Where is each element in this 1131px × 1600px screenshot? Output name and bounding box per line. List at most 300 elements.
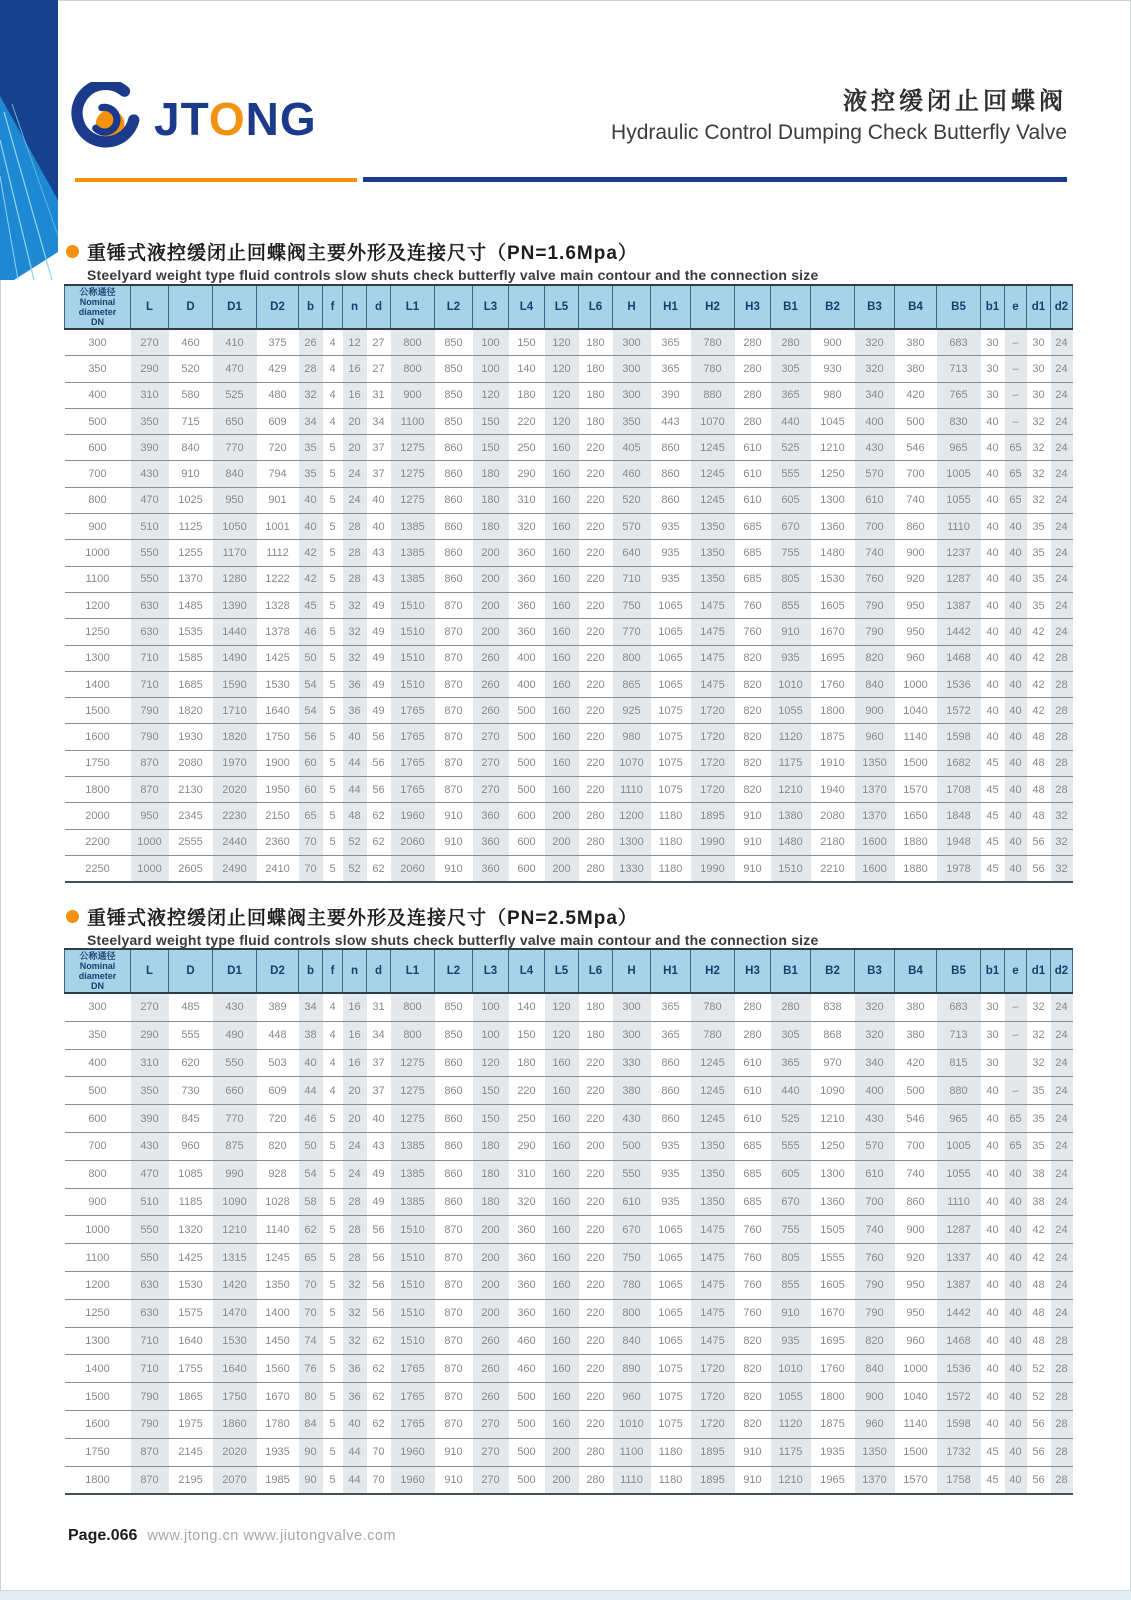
table-cell: 40 [1005, 1271, 1027, 1299]
table-cell: 40 [1005, 1216, 1027, 1244]
table-cell: 1175 [771, 750, 811, 776]
table-cell: 220 [509, 1077, 545, 1105]
table-cell: 1000 [131, 829, 169, 855]
table-cell: 935 [651, 1160, 691, 1188]
table-cell: 120 [545, 408, 579, 434]
table-cell: 280 [735, 408, 771, 434]
table-cell: 713 [937, 356, 981, 382]
table-cell: 1468 [937, 1327, 981, 1355]
table-cell: 1720 [691, 1355, 735, 1383]
table-cell: 5 [323, 1299, 343, 1327]
table-cell: 1070 [691, 408, 735, 434]
table-cell: 360 [509, 1244, 545, 1272]
table-cell: 220 [579, 461, 613, 487]
table-cell: 24 [343, 1160, 367, 1188]
table-cell: 928 [257, 1160, 299, 1188]
table-cell: 180 [509, 382, 545, 408]
table-cell: 5 [323, 1188, 343, 1216]
table-cell: 2080 [811, 803, 855, 829]
table-row [65, 1271, 1073, 1299]
table-cell: 200 [545, 1438, 579, 1466]
table-cell: 1385 [391, 566, 435, 592]
table-cell: 2000 [65, 803, 131, 829]
table-cell: 30 [1027, 382, 1051, 408]
table-cell: 630 [131, 1299, 169, 1327]
table-cell: 5 [323, 1355, 343, 1383]
table-cell: 5 [323, 803, 343, 829]
table-row [65, 803, 1073, 829]
corner-decoration [0, 0, 58, 280]
table-cell: 546 [895, 1105, 937, 1133]
table-cell: 610 [855, 487, 895, 513]
header-row [65, 949, 1073, 993]
table-cell: 865 [613, 671, 651, 697]
table-cell: 5 [323, 566, 343, 592]
table-cell: 40 [981, 1077, 1005, 1105]
table-cell: 870 [435, 1383, 473, 1411]
table-cell: 24 [1051, 1244, 1073, 1272]
table-cell: 860 [651, 461, 691, 487]
table-cell: 1685 [169, 671, 213, 697]
column-header-b: b [299, 285, 323, 329]
table-cell: 901 [257, 487, 299, 513]
table-cell: 220 [579, 1160, 613, 1188]
table-cell: 1180 [651, 1438, 691, 1466]
column-header-H3: H3 [735, 949, 771, 993]
table-cell: 935 [651, 1188, 691, 1216]
table-cell: 610 [735, 1077, 771, 1105]
table-cell: 1895 [691, 1438, 735, 1466]
table-cell: 1720 [691, 1383, 735, 1411]
column-header-L2: L2 [435, 285, 473, 329]
table-cell: 1950 [257, 777, 299, 803]
table-cell: 640 [613, 540, 651, 566]
table-cell: 2440 [213, 829, 257, 855]
table-cell: 270 [473, 1466, 509, 1494]
table-cell: 860 [651, 1105, 691, 1133]
table-cell: 260 [473, 1383, 509, 1411]
table-cell: 42 [299, 566, 323, 592]
table-cell: 360 [473, 829, 509, 855]
table-cell: 1287 [937, 1216, 981, 1244]
table-cell: 900 [855, 1383, 895, 1411]
table-cell: 440 [771, 408, 811, 434]
table-cell: 1005 [937, 1132, 981, 1160]
table-cell: 45 [299, 592, 323, 618]
table-cell: 1765 [391, 698, 435, 724]
table-cell: 1720 [691, 1410, 735, 1438]
table-cell: 220 [579, 724, 613, 750]
table-cell: 790 [131, 1410, 169, 1438]
table-cell: 36 [343, 1355, 367, 1383]
table-cell: 1485 [169, 592, 213, 618]
table-cell: 1222 [257, 566, 299, 592]
table-cell: 4 [323, 408, 343, 434]
table-cell: 1370 [855, 777, 895, 803]
logo-wordmark [154, 84, 317, 154]
table-cell: 1755 [169, 1355, 213, 1383]
table-cell: 5 [323, 1160, 343, 1188]
table-cell: 300 [613, 329, 651, 356]
table-cell: 910 [771, 1299, 811, 1327]
table-cell: 300 [65, 329, 131, 356]
table-cell: 1780 [257, 1410, 299, 1438]
table-cell: 1100 [613, 1438, 651, 1466]
table-cell: 350 [131, 1077, 169, 1105]
table-cell: 710 [131, 1355, 169, 1383]
table-cell: 40 [1005, 645, 1027, 671]
table-cell: 580 [169, 382, 213, 408]
table-cell: 56 [367, 1271, 391, 1299]
table-cell: 320 [509, 514, 545, 540]
table-cell: 360 [509, 1271, 545, 1299]
table-row [65, 435, 1073, 461]
table-cell: 220 [579, 750, 613, 776]
table-cell: 56 [1027, 1438, 1051, 1466]
table-cell: 1442 [937, 619, 981, 645]
table-cell: 160 [545, 777, 579, 803]
table-cell: – [1005, 408, 1027, 434]
table-cell: 710 [131, 671, 169, 697]
table-cell: 900 [811, 329, 855, 356]
table-cell: 40 [981, 592, 1005, 618]
header-divider [75, 177, 1067, 182]
section-title-pn25 [66, 903, 1067, 948]
table-cell: 5 [323, 619, 343, 645]
table-cell: 965 [937, 435, 981, 461]
table-cell: 1175 [771, 1438, 811, 1466]
table-cell: 220 [579, 514, 613, 540]
column-header-d: d [367, 949, 391, 993]
table-cell: 305 [771, 356, 811, 382]
table-cell: 670 [771, 1188, 811, 1216]
table-cell: 500 [895, 408, 937, 434]
table-cell: 49 [367, 619, 391, 645]
table-cell: 28 [1051, 671, 1073, 697]
table-cell: 470 [213, 356, 257, 382]
table-cell: 1720 [691, 698, 735, 724]
table-cell: 65 [1005, 435, 1027, 461]
table-cell: 1185 [169, 1188, 213, 1216]
table-cell: 460 [613, 461, 651, 487]
table-cell: – [1005, 356, 1027, 382]
table-cell: 860 [895, 1188, 937, 1216]
section-title-chinese: 重锤式液控缓闭止回蝶阀主要外形及连接尺寸（PN=1.6Mpa） [87, 243, 638, 264]
table-cell: 820 [735, 645, 771, 671]
table-cell: 40 [981, 698, 1005, 724]
table-cell: 360 [509, 540, 545, 566]
table-cell: 4 [323, 1077, 343, 1105]
table-cell: 800 [613, 1299, 651, 1327]
table-cell: 910 [435, 1438, 473, 1466]
table-cell: 2195 [169, 1466, 213, 1494]
table-cell: 4 [323, 993, 343, 1021]
table-cell: 1275 [391, 435, 435, 461]
table-cell: 49 [367, 698, 391, 724]
table-cell: 200 [473, 619, 509, 645]
table-cell: 42 [1027, 698, 1051, 724]
table-cell: 1000 [895, 671, 937, 697]
table-cell: 950 [213, 487, 257, 513]
table-cell: 790 [855, 592, 895, 618]
table-cell: 220 [579, 1188, 613, 1216]
table-cell: 300 [613, 356, 651, 382]
table-cell: 1935 [811, 1438, 855, 1466]
column-header-D: D [169, 285, 213, 329]
table-cell: 720 [257, 1105, 299, 1133]
table-cell: 150 [473, 1105, 509, 1133]
column-header-B4: B4 [895, 949, 937, 993]
table-cell: 1210 [811, 1105, 855, 1133]
column-header-B4: B4 [895, 285, 937, 329]
table-cell: 180 [473, 514, 509, 540]
table-cell: 50 [299, 645, 323, 671]
table-cell: 1575 [169, 1299, 213, 1327]
table-cell: 500 [895, 1077, 937, 1105]
table-cell: 27 [367, 329, 391, 356]
table-cell: 49 [367, 671, 391, 697]
table-cell: 32 [343, 1271, 367, 1299]
table-cell: 40 [1005, 671, 1027, 697]
table-cell: 820 [257, 1132, 299, 1160]
table-cell: 40 [1005, 1410, 1027, 1438]
table-cell: 5 [323, 1438, 343, 1466]
jtong-swirl-icon [70, 82, 144, 156]
table-cell: 1350 [691, 1160, 735, 1188]
table-cell: 160 [545, 1160, 579, 1188]
table-cell: 140 [509, 993, 545, 1021]
table-cell: 500 [509, 777, 545, 803]
table-cell: 160 [545, 461, 579, 487]
table-cell: 56 [299, 724, 323, 750]
table-cell: 1970 [213, 750, 257, 776]
table-cell: 34 [367, 1021, 391, 1049]
table-cell: 1000 [65, 540, 131, 566]
table-cell: 460 [169, 329, 213, 356]
table-cell: 37 [367, 461, 391, 487]
table-cell: 250 [509, 1105, 545, 1133]
table-cell: 910 [435, 803, 473, 829]
table-cell: 950 [895, 592, 937, 618]
table-cell: 1480 [771, 829, 811, 855]
table-cell: 1040 [895, 1383, 937, 1411]
table-cell: 31 [367, 993, 391, 1021]
table-cell: 610 [735, 1049, 771, 1077]
table-cell: 160 [545, 698, 579, 724]
table-cell: 180 [473, 1188, 509, 1216]
table-cell: 1985 [257, 1466, 299, 1494]
table-cell: 37 [367, 1077, 391, 1105]
table-cell: 160 [545, 1244, 579, 1272]
table-cell: 950 [131, 803, 169, 829]
table-cell: 960 [895, 645, 937, 671]
page-number: Page.066 [68, 1527, 138, 1544]
table-cell: 200 [473, 1244, 509, 1272]
table-cell: 48 [1027, 777, 1051, 803]
table-cell: 28 [343, 1244, 367, 1272]
table-cell: 760 [735, 1299, 771, 1327]
table-cell: 1350 [855, 1438, 895, 1466]
table-cell: 1210 [213, 1216, 257, 1244]
table-cell: 1800 [65, 777, 131, 803]
column-header-b1: b1 [981, 285, 1005, 329]
table-cell: 1510 [391, 1327, 435, 1355]
bullet-icon [66, 245, 79, 258]
table-cell: 40 [981, 514, 1005, 540]
table-cell: 40 [1005, 1160, 1027, 1188]
table-cell: 5 [323, 855, 343, 882]
table-cell: 65 [1005, 1105, 1027, 1133]
table-cell: 1045 [811, 408, 855, 434]
table-cell: 65 [1005, 487, 1027, 513]
table-cell: 270 [473, 724, 509, 750]
column-header-B2: B2 [811, 949, 855, 993]
table-cell: 850 [435, 382, 473, 408]
table-cell: 1860 [213, 1410, 257, 1438]
table-cell: 380 [613, 1077, 651, 1105]
table-cell: 1865 [169, 1383, 213, 1411]
table-cell: 180 [473, 487, 509, 513]
table-cell: 1650 [895, 803, 937, 829]
table-cell: 150 [473, 435, 509, 461]
table-cell: 220 [579, 1410, 613, 1438]
section-title-chinese: 重锤式液控缓闭止回蝶阀主要外形及连接尺寸（PN=2.5Mpa） [87, 908, 638, 929]
table-cell: 790 [131, 1383, 169, 1411]
column-header-H: H [613, 285, 651, 329]
table-cell: 1695 [811, 1327, 855, 1355]
table-cell: 1275 [391, 1105, 435, 1133]
table-row [65, 1410, 1073, 1438]
column-header-L5: L5 [545, 285, 579, 329]
table-cell: 1640 [257, 698, 299, 724]
table-cell: 290 [509, 461, 545, 487]
table-cell: 32 [1027, 408, 1051, 434]
table-cell: 30 [981, 382, 1005, 408]
table-cell: 24 [1051, 1271, 1073, 1299]
table-cell: 960 [895, 1327, 937, 1355]
table-cell: 1350 [691, 566, 735, 592]
table-cell: 160 [545, 435, 579, 461]
table-cell: 5 [323, 1271, 343, 1299]
table-cell: 200 [473, 1271, 509, 1299]
table-cell: 805 [771, 566, 811, 592]
table-cell: 790 [855, 1271, 895, 1299]
table-cell: 965 [937, 1105, 981, 1133]
table-cell: 1055 [771, 698, 811, 724]
table-cell: 1800 [811, 698, 855, 724]
table-cell: 1510 [391, 1271, 435, 1299]
table-row [65, 1077, 1073, 1105]
table-cell: 220 [579, 435, 613, 461]
table-cell: 1475 [691, 1244, 735, 1272]
table-cell: 34 [299, 993, 323, 1021]
table-cell: 60 [299, 750, 323, 776]
table-cell: 180 [579, 382, 613, 408]
table-cell: 800 [65, 1160, 131, 1188]
table-cell: 500 [613, 1132, 651, 1160]
table-cell: 760 [735, 619, 771, 645]
table-cell: 220 [579, 1105, 613, 1133]
table-cell: 1028 [257, 1188, 299, 1216]
table-cell: 70 [299, 1271, 323, 1299]
table-cell: 1468 [937, 645, 981, 671]
table-row [65, 356, 1073, 382]
table-row [65, 1355, 1073, 1383]
table-cell: 160 [545, 645, 579, 671]
dimension-table-pn25 [64, 948, 1073, 1495]
table-cell: 1245 [691, 487, 735, 513]
column-header-L1: L1 [391, 285, 435, 329]
table-cell: 40 [343, 724, 367, 750]
table-cell: 40 [981, 1327, 1005, 1355]
table-cell: 1110 [937, 514, 981, 540]
table-cell: 56 [367, 1244, 391, 1272]
table-cell: 24 [1051, 1105, 1073, 1133]
table-cell: 400 [65, 1049, 131, 1077]
table-cell: 1337 [937, 1244, 981, 1272]
table-cell: 1598 [937, 724, 981, 750]
table-cell: 2130 [169, 777, 213, 803]
table-cell: 500 [509, 1383, 545, 1411]
table-cell: 40 [1005, 724, 1027, 750]
table-cell: 1250 [65, 619, 131, 645]
table-cell: 935 [651, 566, 691, 592]
table-cell: 1750 [213, 1383, 257, 1411]
table-cell: 32 [299, 382, 323, 408]
document-titles [611, 82, 1067, 148]
table-cell: 40 [367, 514, 391, 540]
table-cell: 260 [473, 671, 509, 697]
table-cell: 280 [735, 382, 771, 408]
table-cell: 40 [981, 1299, 1005, 1327]
table-cell: 1055 [937, 1160, 981, 1188]
table-cell: 220 [579, 487, 613, 513]
table-cell: 485 [169, 993, 213, 1021]
table-cell: 350 [131, 408, 169, 434]
table-cell: 1475 [691, 671, 735, 697]
table-cell: 30 [981, 356, 1005, 382]
table-row [65, 645, 1073, 671]
table-cell: 32 [1027, 993, 1051, 1021]
table-cell: 870 [435, 1244, 473, 1272]
table-cell: 1110 [937, 1188, 981, 1216]
table-cell: 960 [855, 1410, 895, 1438]
table-cell: 5 [323, 1383, 343, 1411]
table-cell: 1605 [811, 592, 855, 618]
column-header-L6: L6 [579, 285, 613, 329]
column-header-B5: B5 [937, 949, 981, 993]
table-cell: 1475 [691, 619, 735, 645]
table-cell: 1760 [811, 1355, 855, 1383]
logo-text-o: O [208, 93, 246, 145]
table-cell: 320 [855, 1021, 895, 1049]
table-cell: 5 [323, 645, 343, 671]
table-cell: 28 [343, 566, 367, 592]
table-cell: 2080 [169, 750, 213, 776]
table-cell: 1930 [169, 724, 213, 750]
table-cell: 860 [651, 1049, 691, 1077]
table-cell: 1387 [937, 1271, 981, 1299]
table-cell: 1510 [391, 592, 435, 618]
table-cell: 43 [367, 566, 391, 592]
table-cell: 780 [691, 329, 735, 356]
table-cell: 800 [65, 487, 131, 513]
table-cell: 860 [435, 461, 473, 487]
table-cell: 20 [343, 1105, 367, 1133]
table-cell: 1720 [691, 750, 735, 776]
table-cell: 24 [1051, 592, 1073, 618]
table-cell: 40 [1005, 566, 1027, 592]
